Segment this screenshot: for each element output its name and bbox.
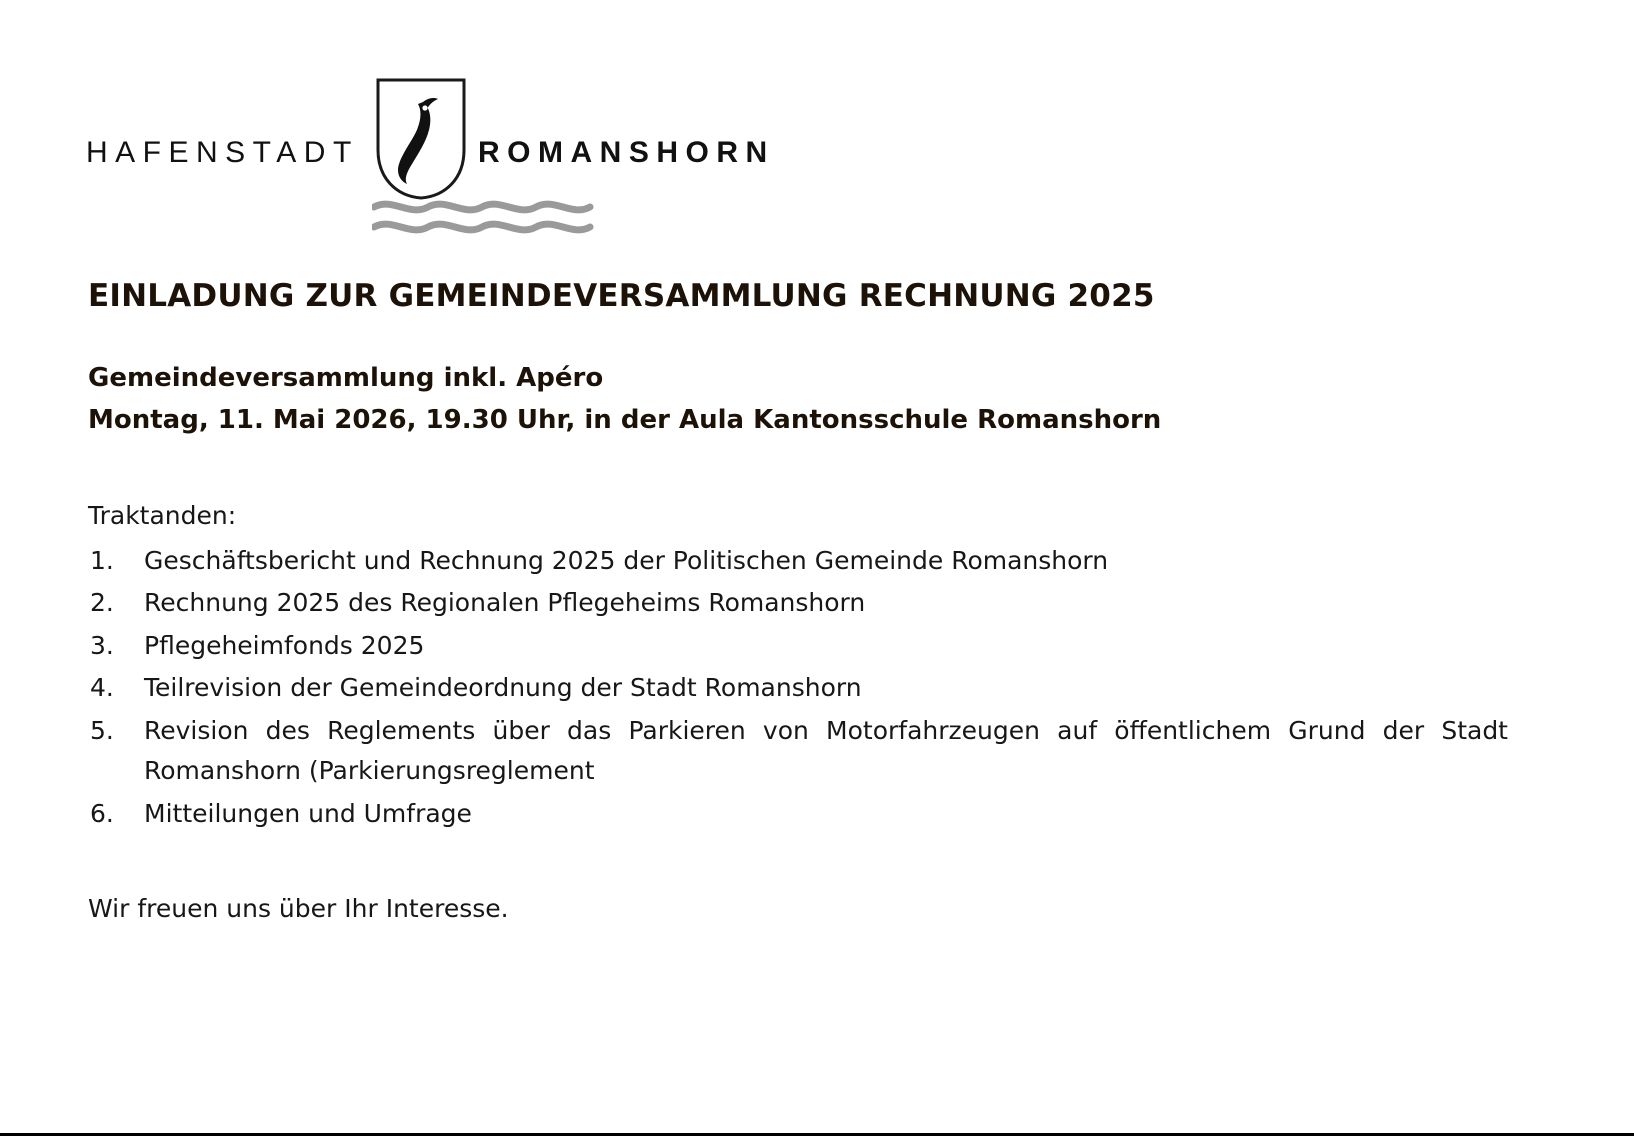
page-title: EINLADUNG ZUR GEMEINDEVERSAMMLUNG RECHNUNG 2025	[88, 278, 1155, 314]
list-item-label: Revision des Reglements über das Parkieren von Motorfahrzeugen auf öffentlichem Grund der Stadt Romanshorn (Parkierungsreglement	[144, 715, 1508, 786]
list-item-label: Mitteilungen und Umfrage	[144, 798, 472, 828]
logo-word-romanshorn: ROMANSHORN	[478, 136, 775, 169]
event-line-1: Gemeindeversammlung inkl. Apéro	[88, 363, 604, 394]
list-item-number: 1.	[90, 545, 114, 575]
list-item	[88, 668, 1508, 709]
list-item	[88, 583, 1508, 624]
event-line-2: Montag, 11. Mai 2026, 19.30 Uhr, in der Aula Kantonsschule Romanshorn	[88, 405, 1162, 436]
list-item-number: 2.	[90, 588, 114, 618]
list-item-label: Teilrevision der Gemeindeordnung der Stadt Romanshorn	[144, 673, 862, 703]
document-content	[88, 278, 1508, 928]
fish-crest-icon	[376, 78, 466, 200]
list-item	[88, 794, 1508, 835]
list-item-number: 6.	[90, 798, 114, 828]
list-item	[88, 711, 1508, 792]
list-item-number: 4.	[90, 673, 114, 703]
list-item-number: 5.	[90, 715, 114, 745]
agenda-list	[88, 541, 1508, 835]
list-item-label: Pflegeheimfonds 2025	[144, 630, 425, 660]
logo-block	[86, 70, 866, 235]
list-item-number: 3.	[90, 630, 114, 660]
list-item-label: Geschäftsbericht und Rechnung 2025 der Politischen Gemeinde Romanshorn	[144, 545, 1109, 575]
logo-word-hafenstadt: HAFENSTADT	[86, 136, 359, 169]
list-item	[88, 541, 1508, 582]
event-subheading	[88, 357, 1508, 441]
closing-note: Wir freuen uns über Ihr Interesse.	[88, 894, 509, 924]
list-item	[88, 626, 1508, 667]
agenda-label: Traktanden:	[88, 501, 237, 531]
water-waves-icon	[372, 198, 598, 240]
list-item-label: Rechnung 2025 des Regionalen Pflegeheims Romanshorn	[144, 588, 866, 618]
